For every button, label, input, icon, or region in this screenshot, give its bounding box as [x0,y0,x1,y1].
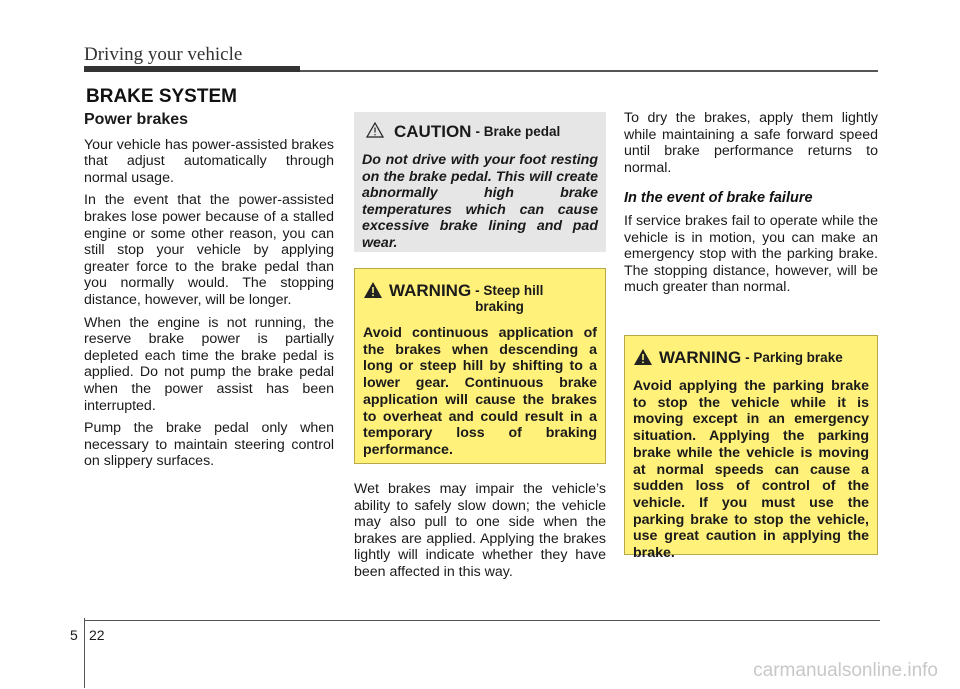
paragraph: To dry the brakes, apply them lightly while maintaining a safe forward speed until brake performance returns to normal. [624,110,878,176]
paragraph: Wet brakes may impair the vehicle’s ability to safely slow down; the vehicle may also pull to one side when the brakes are applied. Applying the brakes lightly will indicate whether they have been affected in this way. [354,481,606,580]
warning-box-parking-brake [624,335,878,562]
section-title: BRAKE SYSTEM [86,86,237,107]
paragraph: Pump the brake pedal only when necessary to maintain steering control on slippery surfaces. [84,420,334,470]
warning-triangle-solid-icon [633,348,653,366]
caution-label: CAUTION [394,122,472,141]
warning-subtitle: - Steep hill braking [475,283,544,314]
wet-brakes-section [354,481,606,587]
paragraph: In the event that the power-assisted brakes lose power because of a stalled engine or some other reason, you can still stop your vehicle by applying greater force to the brake pedal than you normally would. The stopping distance, however, will be longer. [84,192,334,308]
warning-text: Avoid applying the parking brake to stop the vehicle while it is moving except in an emergency situation. Applying the parking brake while the vehicle is moving at normal speeds can cause a sudden loss of control of the vehicle. If you must use the parking brake to stop the vehicle, use great caution in applying the brake. [633,378,869,562]
warning-triangle-solid-icon [363,281,383,299]
warning-header [363,281,597,315]
caution-subtitle: - Brake pedal [475,124,561,139]
power-brakes-heading: Power brakes [84,111,189,128]
paragraph: Your vehicle has power-assisted brakes that adjust automatically through normal usage. [84,136,334,186]
warning-label: WARNING [389,281,472,300]
caution-text: Do not drive with your foot resting on the brake pedal. This will create abnormally high brake temperatures which can cause excessive brake lining and pad wear. [362,152,598,251]
brake-failure-heading: In the event of brake failure [624,190,813,207]
page-number: 22 [89,627,105,643]
header-rule [300,70,878,72]
warning-header [633,348,869,368]
warning-box-steep-hill [354,268,606,464]
paragraph: When the engine is not running, the reserve brake power is partially depleted each time the brake pedal is applied. Do not pump the brake pedal when the power assist has been interrupted. [84,314,334,414]
footer-rule [84,620,880,621]
warning-text: Avoid continuous application of the brakes when descending a long or steep hill by shifting to a lower gear. Continuous brake application will cause the brakes to overheat and could result in a temporary loss of braking performance. [363,325,597,458]
warning-subtitle: - Parking brake [745,350,843,365]
footer-divider [84,618,85,688]
caution-box [354,112,606,252]
brake-failure-section [624,110,878,302]
watermark: carmanualsonline.info [753,660,938,681]
header-bar [84,66,300,72]
power-brakes-section [84,112,334,476]
paragraph: If service brakes fail to operate while the vehicle is in motion, you can make an emergency stop with the parking brake. The stopping distance, however, will be much greater than normal. [624,212,878,296]
chapter-title: Driving your vehicle [84,44,243,65]
caution-header [362,122,598,142]
chapter-number: 5 [70,627,78,643]
caution-triangle-outline-icon [366,122,384,138]
warning-label: WARNING [659,348,742,367]
